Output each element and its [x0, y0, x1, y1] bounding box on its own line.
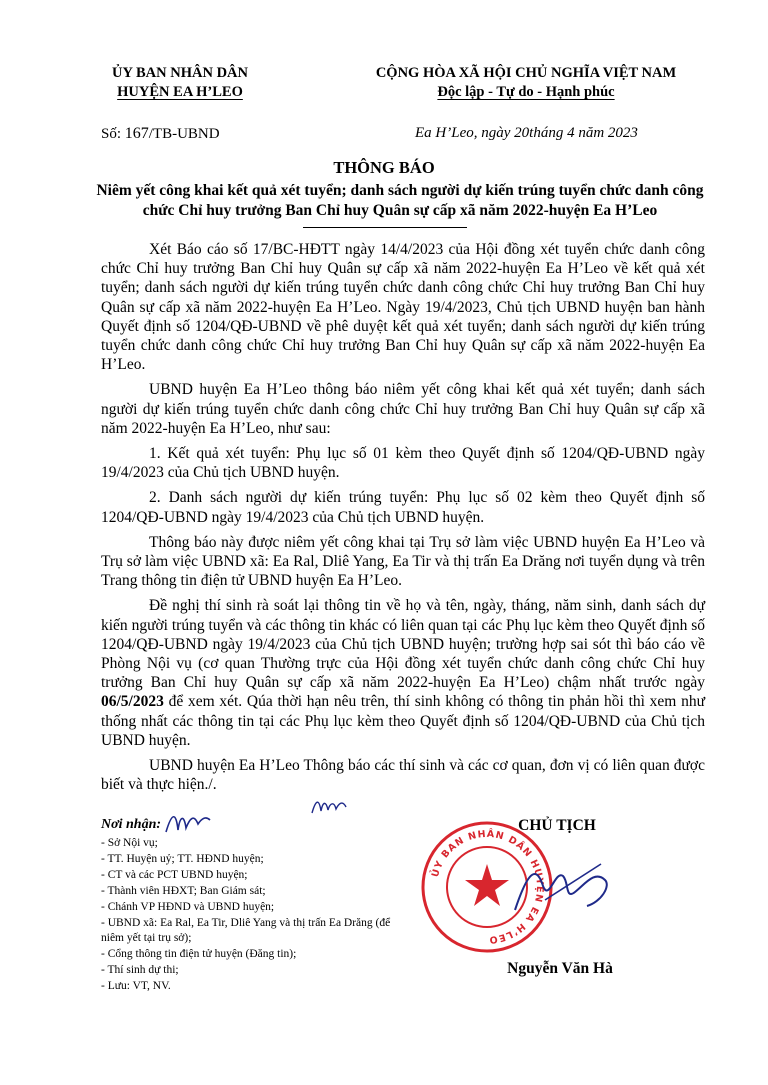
list-item: - Cổng thông tin điện tử huyện (Đăng tin);	[101, 948, 297, 961]
national-motto: Độc lập - Tự do - Hạnh phúc	[437, 84, 615, 100]
paragraph-6-text: Đề nghị thí sinh rà soát lại thông tin về họ và tên, ngày, tháng, năm sinh, danh sách dự kiến người trúng tuyển và các thông tin khác có liên quan tại các Phụ lục kèm theo Quyết định số 1204/QĐ-UBND ngày 19/4/2023 của Chủ tịch UBND huyện; trường hợp sai sót thì báo cáo về Phòng Nội vụ (cơ quan Thường trực của Hội đồng xét tuyển chức danh công chức Chỉ huy trưởng Ban Chỉ huy Quân sự cấp xã năm 2022-huyện Ea H’Leo) chậm nhất trước ngày	[101, 597, 705, 692]
list-item: - Lưu: VT, NV.	[101, 980, 171, 993]
document-subtitle: Niêm yết công khai kết quả xét tuyển; danh sách người dự kiến trúng tuyển chức danh công chức Chỉ huy trưởng Ban Chỉ huy Quân sự cấp xã năm 2022-huyện Ea H’Leo	[96, 182, 704, 219]
issue-date: Ea H’Leo, ngày 20tháng 4 năm 2023	[415, 125, 638, 141]
recipients-list	[101, 836, 401, 995]
signatory-title: CHỦ TỊCH	[518, 817, 596, 834]
handwritten-initial-icon	[162, 810, 212, 836]
document-body	[101, 240, 705, 800]
number-suffix: /TB-UBND	[148, 126, 220, 142]
authority-line-1: ỦY BAN NHÂN DÂN	[111, 65, 248, 81]
document-title: THÔNG BÁO	[333, 158, 435, 177]
paragraph-7: UBND huyện Ea H’Leo Thông báo các thí sinh và các cơ quan, đơn vị có liên quan được biết và thực hiện./.	[101, 757, 705, 794]
signatory-name: Nguyễn Văn Hà	[507, 960, 613, 977]
paragraph-4: 2. Danh sách người dự kiến trúng tuyển: Phụ lục số 02 kèm theo Quyết định số 1204/QĐ-UBND ngày 19/4/2023 của Chủ tịch UBND huyện.	[101, 489, 705, 526]
list-item: - Chánh VP HĐND và UBND huyện;	[101, 900, 275, 913]
number-value: 167	[124, 125, 149, 142]
signature-icon	[505, 840, 625, 930]
paragraph-3: 1. Kết quả xét tuyển: Phụ lục số 01 kèm theo Quyết định số 1204/QĐ-UBND ngày 19/4/2023 của Chủ tịch UBND huyện.	[101, 445, 705, 482]
list-item: - Sở Nội vụ;	[101, 837, 158, 849]
paragraph-6	[101, 596, 705, 750]
paragraph-6-text-end: để xem xét. Qúa thời hạn nêu trên, thí sinh không có thông tin phản hồi thì xem như thống nhất các thông tin tại các Phụ lục kèm theo Quyết định số 1204/QĐ-UBND của Chủ tịch UBND huyện.	[101, 693, 705, 749]
number-prefix: Số:	[101, 126, 125, 142]
recipients-title: Nơi nhận:	[101, 817, 162, 832]
list-item: - TT. Huyện uỷ; TT. HĐND huyện;	[101, 852, 264, 865]
paragraph-5: Thông báo này được niêm yết công khai tại Trụ sở làm việc UBND huyện Ea H’Leo và Trụ sở làm việc UBND xã: Ea Ral, Dliê Yang, Ea Tir và thị trấn Ea Drăng nơi tuyển dụng và trên Trang thông tin điện tử UBND huyện Ea H’Leo.	[101, 533, 705, 590]
authority-line-2: HUYỆN EA H’LEO	[117, 84, 243, 100]
paragraph-1: Xét Báo cáo số 17/BC-HĐTT ngày 14/4/2023 của Hội đồng xét tuyển chức danh công chức Chỉ huy trưởng Ban Chỉ huy Quân sự cấp xã năm 2022-huyện Ea H’Leo về kết quả xét tuyển; danh sách người dự kiến trúng tuyển chức danh công chức Chỉ huy trưởng Ban Chỉ huy Quân sự cấp xã năm 2022-huyện Ea H’Leo. Ngày 19/4/2023, Chủ tịch UBND huyện ban hành Quyết định số 1204/QĐ-UBND về phê duyệt kết quả xét tuyển; danh sách người dự kiến trúng tuyển chức danh công chức Chỉ huy trưởng Ban Chỉ huy Quân sự cấp xã năm 2022-huyện Ea H’Leo.	[101, 241, 705, 374]
national-header	[344, 64, 708, 102]
list-item: - Thành viên HĐXT; Ban Giám sát;	[101, 884, 266, 897]
paragraph-2: UBND huyện Ea H’Leo thông báo niêm yết công khai kết quả xét tuyển; danh sách người dự kiến trúng tuyển chức danh công chức Chỉ huy trưởng Ban Chỉ huy Quân sự cấp xã năm 2022-huyện Ea H’Leo, như sau:	[101, 381, 705, 437]
deadline-date: 06/5/2023	[101, 693, 164, 711]
list-item: - UBND xã: Ea Ral, Ea Tir, Dliê Yang và thị trấn Ea Drăng (để niêm yết tại trụ sở);	[101, 916, 391, 945]
issuing-authority	[80, 64, 280, 102]
list-item: - Thí sinh dự thi;	[101, 964, 179, 977]
list-item: - CT và các PCT UBND huyện;	[101, 868, 248, 881]
handwritten-initial-icon	[310, 795, 350, 817]
nation-name: CỘNG HÒA XÃ HỘI CHỦ NGHĨA VIỆT NAM	[375, 65, 677, 81]
seal-text: ỦY BAN NHÂN DÂN HUYỆN EA H’LEO	[429, 828, 546, 946]
document-number	[101, 125, 220, 143]
title-divider	[303, 227, 467, 228]
